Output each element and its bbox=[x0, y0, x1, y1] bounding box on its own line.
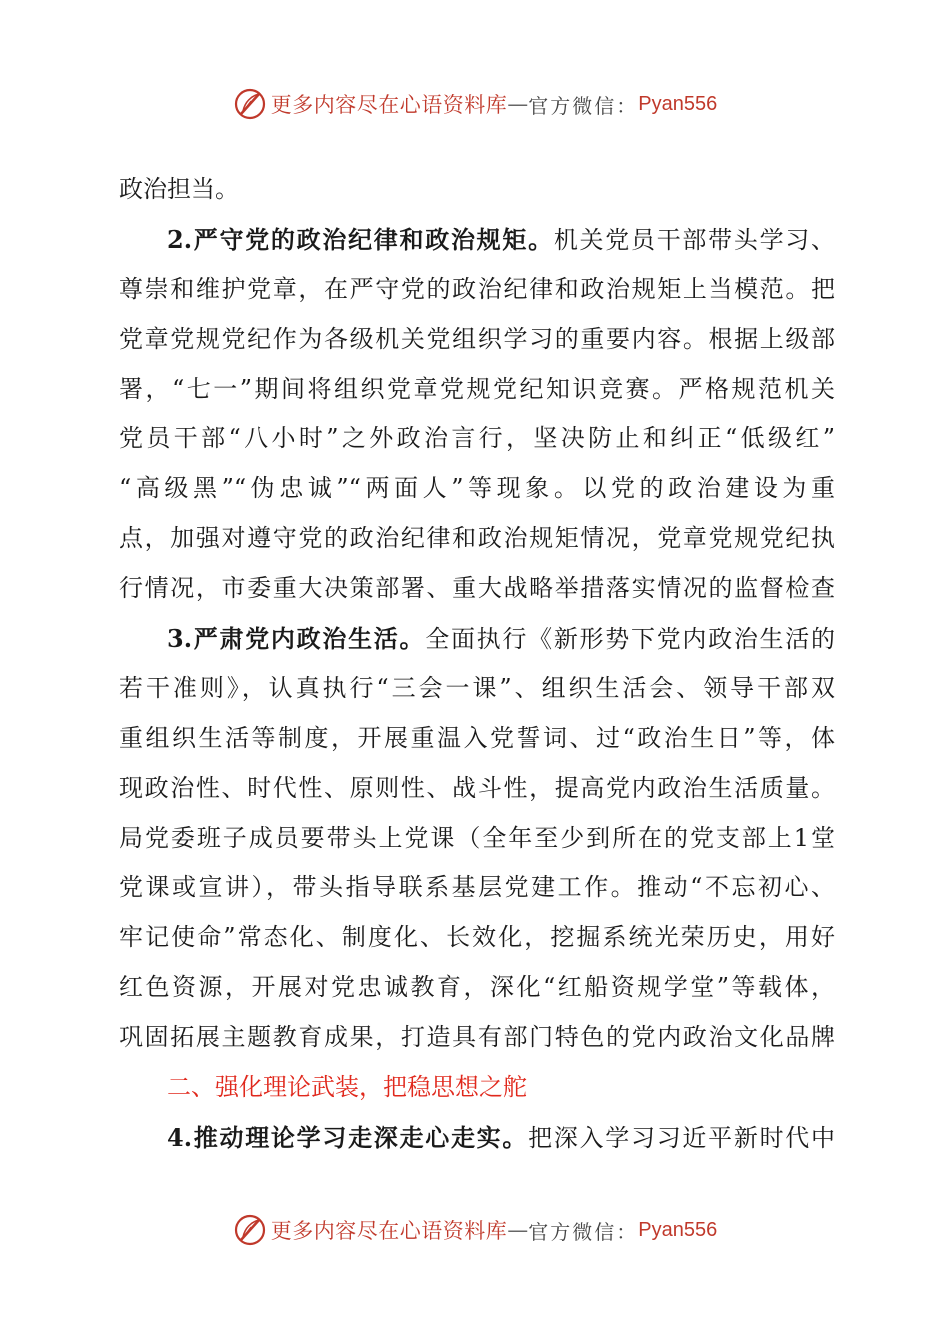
document-body bbox=[119, 165, 835, 1163]
watermark-wechat-id: Pyan556 bbox=[638, 1218, 718, 1241]
text-line: 党课或宣讲），带头指导联系基层党建工作。推动“不忘初心、 bbox=[119, 873, 835, 902]
watermark-footer bbox=[0, 1210, 950, 1250]
item-title: 3.严肃党内政治生活。 bbox=[167, 624, 426, 654]
text-line: “高级黑”“伪忠诚”“两面人”等现象。以党的政治建设为重 bbox=[119, 474, 835, 503]
watermark-brand: 更多内容尽在心语资料库 bbox=[270, 93, 508, 117]
text-line: 若干准则》，认真执行“三会一课”、组织生活会、领导干部双 bbox=[119, 673, 835, 702]
text-line: 尊崇和维护党章，在严守党的政治纪律和政治规矩上当模范。把 bbox=[119, 274, 835, 303]
text-line: 行情况，市委重大决策部署、重大战略举措落实情况的监督检查 bbox=[119, 574, 835, 603]
paragraph-3-start: 3.严肃党内政治生活。全面执行《新形势下党内政治生活的 bbox=[167, 624, 835, 654]
watermark-dash: — bbox=[507, 1218, 529, 1242]
quill-logo-icon bbox=[233, 87, 267, 121]
text-line: 现政治性、时代性、原则性、战斗性，提高党内政治生活质量。 bbox=[119, 773, 835, 802]
item-title: 2.严守党的政治纪律和政治规矩。 bbox=[167, 224, 554, 254]
text-line: 红色资源，开展对党忠诚教育，深化“红船资规学堂”等载体， bbox=[119, 973, 835, 1002]
watermark-brand: 更多内容尽在心语资料库 bbox=[270, 1219, 508, 1243]
item-title: 4.推动理论学习走深走心走实。 bbox=[167, 1122, 529, 1152]
watermark-header bbox=[0, 84, 950, 124]
text-line: 点，加强对遵守党的政治纪律和政治规矩情况，党章党规党纪执 bbox=[119, 524, 835, 553]
text-line: 政治担当。 bbox=[119, 175, 239, 203]
section-heading: 二、强化理论武装，把稳思想之舵 bbox=[167, 1073, 527, 1102]
text-line: 署，“七一”期间将组织党章党规党纪知识竞赛。严格规范机关 bbox=[119, 374, 835, 403]
watermark-wechat-id: Pyan556 bbox=[638, 92, 718, 115]
text-line: 牢记使命”常态化、制度化、长效化，挖掘系统光荣历史，用好 bbox=[119, 923, 835, 952]
watermark-wechat-label: 官方微信： bbox=[528, 1219, 639, 1244]
text-line: 党章党规党纪作为各级机关党组织学习的重要内容。根据上级部 bbox=[119, 324, 835, 353]
paragraph-4-start: 4.推动理论学习走深走心走实。把深入学习习近平新时代中 bbox=[167, 1122, 835, 1152]
text-line: 局党委班子成员要带头上党课（全年至少到所在的党支部上1堂 bbox=[119, 823, 835, 852]
text-line: 党员干部“八小时”之外政治言行，坚决防止和纠正“低级红” bbox=[119, 424, 835, 453]
watermark-dash: — bbox=[507, 92, 529, 116]
watermark-wechat-label: 官方微信： bbox=[528, 93, 639, 118]
text-line: 重组织生活等制度，开展重温入党誓词、过“政治生日”等，体 bbox=[119, 723, 835, 752]
quill-logo-icon bbox=[233, 1213, 267, 1247]
paragraph-2-start: 2.严守党的政治纪律和政治规矩。机关党员干部带头学习、 bbox=[167, 224, 835, 254]
text-line: 巩固拓展主题教育成果，打造具有部门特色的党内政治文化品牌 bbox=[119, 1023, 835, 1052]
